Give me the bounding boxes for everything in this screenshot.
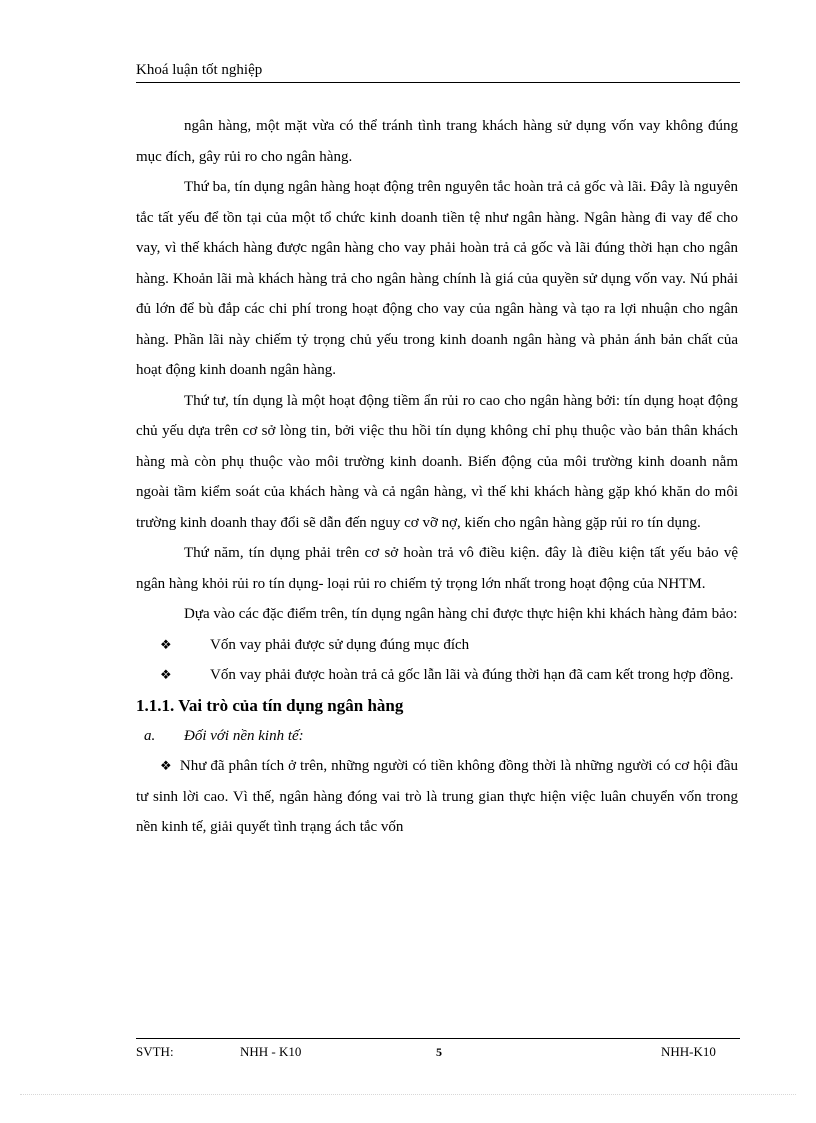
diamond-bullet-icon: ❖ — [160, 636, 172, 652]
subsection-heading — [136, 721, 738, 752]
section-heading: 1.1.1. Vai trò của tín dụng ngân hàng — [136, 695, 404, 715]
diamond-bullet-icon: ❖ — [160, 758, 172, 773]
paragraph-5: Dựa vào các đặc điểm trên, tín dụng ngân hàng chỉ được thực hiện khi khách hàng đảm bảo: — [184, 606, 738, 622]
page-bottom-edge — [20, 1094, 796, 1095]
footer-class-right: NHH-K10 — [661, 1044, 716, 1059]
bullet-item-1 — [136, 630, 738, 661]
bullet-item-text: Vốn vay phải được hoàn trả cả gốc lẫn lãi và đúng thời hạn đã cam kết trong hợp đồng. — [210, 667, 734, 683]
footer-page-number: 5 — [436, 1045, 442, 1059]
paragraph-1: ngân hàng, một mặt vừa có thể tránh tình trang khách hàng sử dụng vốn vay không đúng mục đích, gây rủi ro cho ngân hàng. — [136, 118, 738, 165]
footer-divider — [136, 1038, 740, 1039]
paragraph-4: Thứ năm, tín dụng phải trên cơ sở hoàn trả vô điều kiện. đây là điều kiện tất yếu bảo vệ ngân hàng khỏi rủi ro tín dụng- loại rủi ro chiếm tỷ trọng lớn nhất trong hoạt động của NHTM. — [136, 545, 738, 592]
page-header-title: Khoá luận tốt nghiệp — [136, 62, 263, 78]
subsection-letter: a. — [144, 727, 156, 744]
bullet-item-text: Vốn vay phải được sử dụng đúng mục đích — [210, 636, 470, 653]
paragraph-3: Thứ tư, tín dụng là một hoạt động tiềm ẩn rủi ro cao cho ngân hàng bởi: tín dụng hoạt động chủ yếu dựa trên cơ sở lòng tin, bởi việc thu hồi tín dụng không chỉ phụ thuộc vào bản thân khách hàng mà còn phụ thuộc vào môi trường kinh doanh. Biến động của môi trường kinh doanh nằm ngoài tầm kiểm soát của khách hàng và cả ngân hàng, vì thế khi khách hàng gặp khó khăn do môi trường kinh doanh thay đổi sẽ dẫn đến nguy cơ vỡ nợ, kiến cho ngân hàng gặp rủi ro tín dụng. — [136, 392, 738, 531]
footer-svth-label: SVTH: — [136, 1044, 174, 1059]
diamond-bullet-icon: ❖ — [160, 667, 172, 682]
subsection-title: Đối với nền kinh tế: — [184, 727, 304, 744]
document-body — [136, 111, 738, 843]
bullet-item-2 — [136, 660, 738, 691]
header-divider — [136, 82, 740, 83]
paragraph-6-text: Như đã phân tích ở trên, những người có tiền không đồng thời là những người có cơ hội đầu tư sinh lời cao. Vì thế, ngân hàng đóng vai trò là trung gian thực hiện việc luân chuyển vốn trong nền kinh tế, giải quyết tình trạng ách tắc vốn — [136, 758, 739, 835]
paragraph-2: Thứ ba, tín dụng ngân hàng hoạt động trên nguyên tắc hoàn trả cả gốc và lãi. Đây là nguyên tắc tất yếu để tồn tại của một tổ chức kinh doanh tiền tệ như ngân hàng. Ngân hàng đi vay để cho vay, vì thế khách hàng được ngân hàng cho vay phải hoàn trả cả gốc và lãi đúng thời hạn cho ngân hàng. Khoản lãi mà khách hàng trả cho ngân hàng chính là giá của quyền sử dụng vốn vay. Nú phải đủ lớn để bù đắp các chi phí trong hoạt động cho vay của ngân hàng và tạo ra lợi nhuận cho ngân hàng. Phần lãi này chiếm tỷ trọng chủ yếu trong kinh doanh ngân hàng và phản ánh bản chất của hoạt động kinh doanh ngân hàng. — [136, 179, 738, 378]
footer-class-left: NHH - K10 — [240, 1044, 302, 1059]
paragraph-6 — [136, 751, 738, 843]
